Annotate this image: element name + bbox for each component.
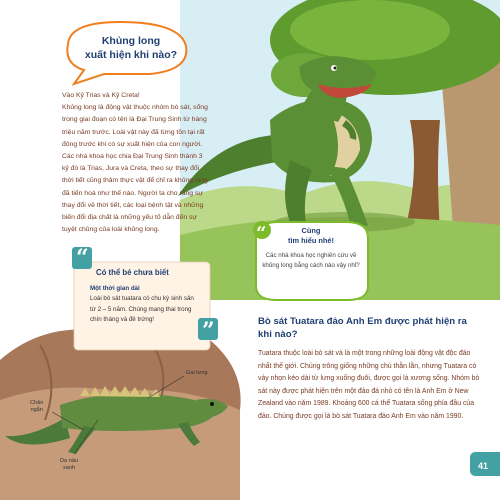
tip-title-line2: tìm hiểu nhé!	[288, 236, 334, 245]
fact-box-subtitle: Một thời gian dài	[90, 285, 140, 292]
section-heading	[76, 34, 186, 62]
intro-lead: Vào Kỷ Trias và Kỷ Creta!	[62, 92, 140, 99]
t-rex-pupil	[334, 67, 337, 70]
page-number: 41	[477, 461, 488, 471]
label-spine: Gai lưng	[186, 370, 208, 376]
tip-box	[262, 226, 360, 270]
tip-quote-icon: “	[256, 223, 267, 244]
fact-box-title: Có thể bé chưa biết	[96, 268, 169, 277]
label-short-legs-line1: Chân	[30, 400, 44, 406]
quote-open-icon: “	[76, 245, 89, 271]
intro-text	[62, 90, 210, 236]
label-short-legs	[30, 400, 43, 414]
label-skin-line1: Da nâu	[60, 458, 79, 464]
tuatara-eye	[210, 402, 214, 406]
tuatara-heading: Bò sát Tuatara đảo Anh Em được phát hiện ra khi nào?	[258, 316, 467, 340]
fact-box-content	[90, 284, 198, 326]
tree-canopy-light	[290, 0, 450, 60]
intro-paragraph: Khủng long là động vật thuộc nhóm bò sát, sống trong giai đoạn có tên là Đại Trung Sinh từ hàng triệu năm trước. Loài vật này đã từng tồn tại rất đông trước khi có sự xuất hiện của con người. Các nhà khoa học chia Đại Trung Sinh thành 3 kỷ đó là Trias, Jura và Creta, theo sự thay đổi thời tiết cũng thảm thực vật để chỉ ra khủng long đã tiến hoá như thế nào. Người ta cho rằng sự thay đổi về thời tiết, các loại bệnh tật và những biến đổi địa chất là những yếu tố dẫn đến sự tuyệt chủng của loài khủng long.	[62, 104, 208, 234]
tuatara-paragraph: Tuatara thuộc loài bò sát và là một trong những loài động vật độc đáo nhất thế giới. Chúng trông giống những chú thằn lằn, nhưng Tuatara có vảy nhọn kéo dài từ lưng xuống đuôi, được gọi là xương sống. Nhóm bò sát này được phát hiện trên một đảo đá nhỏ có tên là Anh Em ở New Zealand vào năm 1989. Khoảng 600 cá thể Tuatara sống phía đầu của đảo. Chúng được gọi là bò sát Tuatara đảo Anh Em vào năm 1990.	[258, 350, 480, 420]
tip-text: Các nhà khoa học nghiên cứu về khủng long bằng cách nào vậy nhỉ?	[262, 252, 360, 269]
section-heading-line2: xuất hiện khi nào?	[84, 49, 178, 61]
tip-title-line1: Cùng	[301, 226, 321, 235]
fact-box-text: Loài bò sát tuatara có chu kỳ sinh sản từ 2 – 5 năm. Chúng mang thai trong chín tháng và đẻ trứng!	[90, 295, 194, 324]
label-short-legs-line2: ngắn	[30, 407, 43, 413]
section-heading-line1: Khủng long	[101, 35, 161, 47]
quote-close-icon: ”	[202, 318, 215, 344]
label-skin-line2: xanh	[62, 465, 76, 471]
label-skin	[60, 458, 78, 472]
